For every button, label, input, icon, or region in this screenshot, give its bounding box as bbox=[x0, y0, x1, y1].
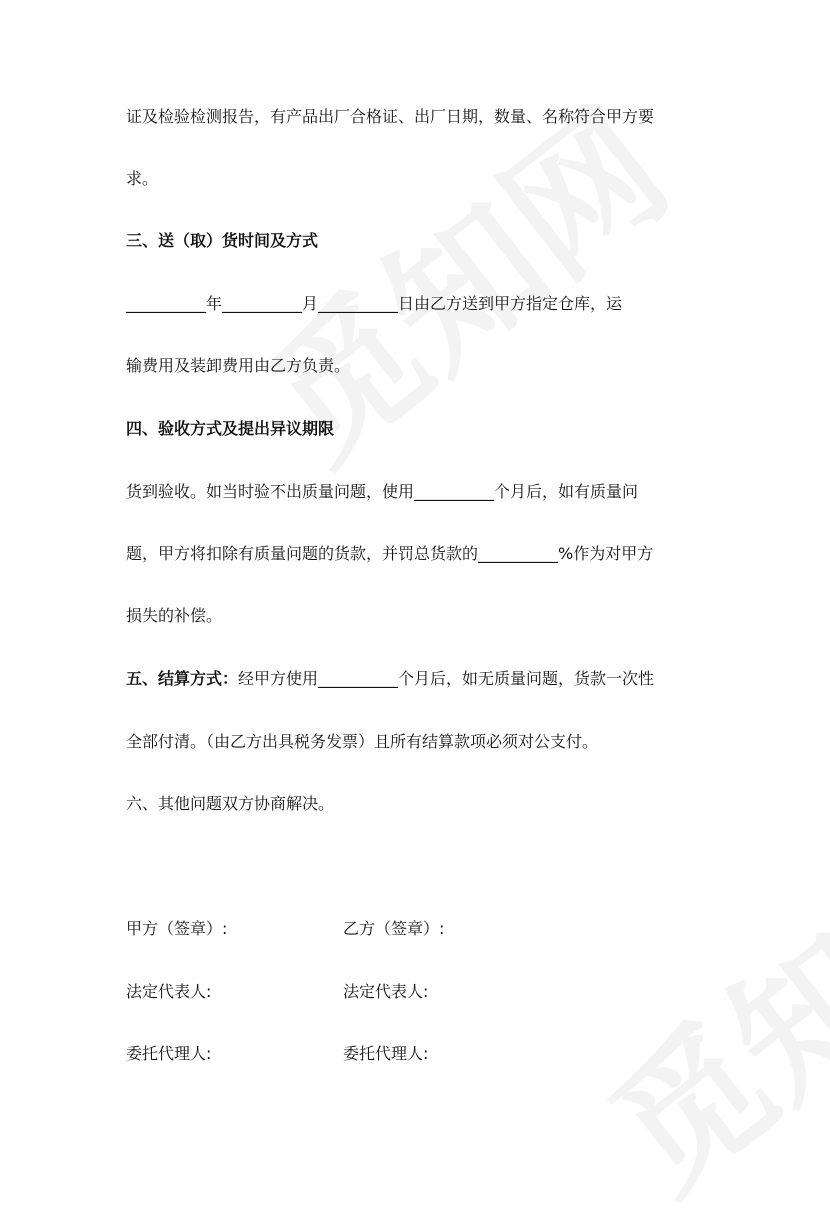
paragraph-line: 货到验收。如当时验不出质量问题，使用__________个月后，如有质量问 bbox=[126, 482, 639, 501]
section-heading-delivery: 三、送（取）货时间及方式 bbox=[126, 231, 319, 250]
paragraph-line: __________年__________月__________日由乙方送到甲方指定仓库，运 bbox=[126, 294, 623, 313]
settlement-text-end: 个月后，如无质量问题，货款一次性 bbox=[398, 669, 655, 688]
paragraph-line: 损失的补偿。 bbox=[126, 606, 223, 625]
paragraph-line: 题，甲方将扣除有质量问题的货款，并罚总货款的__________%作为对甲方 bbox=[126, 544, 654, 563]
party-a-legal-rep-label: 法定代表人: bbox=[126, 982, 212, 1001]
party-a-seal-label: 甲方（签章）: bbox=[126, 919, 228, 938]
settlement-text: 经甲方使用__________ bbox=[238, 669, 399, 688]
section-heading-acceptance: 四、验收方式及提出异议期限 bbox=[126, 419, 335, 438]
section-other: 六、其他问题双方协商解决。 bbox=[126, 794, 335, 813]
paragraph-line: 求。 bbox=[126, 169, 159, 188]
paragraph-line: 证及检验检测报告，有产品出厂合格证、出厂日期，数量、名称符合甲方要 bbox=[126, 107, 655, 126]
paragraph-line: 全部付清。（由乙方出具税务发票）且所有结算款项必须对公支付。 bbox=[126, 732, 599, 751]
watermark bbox=[560, 783, 830, 1230]
section-heading-settlement: 五、结算方式： bbox=[126, 669, 239, 688]
party-a-agent-label: 委托代理人: bbox=[126, 1044, 212, 1063]
paragraph-line: 输费用及装卸费用由乙方负责。 bbox=[126, 356, 351, 375]
party-b-legal-rep-label: 法定代表人: bbox=[343, 982, 429, 1001]
party-b-seal-label: 乙方（签章）: bbox=[343, 919, 445, 938]
section-settlement bbox=[126, 668, 706, 690]
party-b-agent-label: 委托代理人: bbox=[343, 1044, 429, 1063]
